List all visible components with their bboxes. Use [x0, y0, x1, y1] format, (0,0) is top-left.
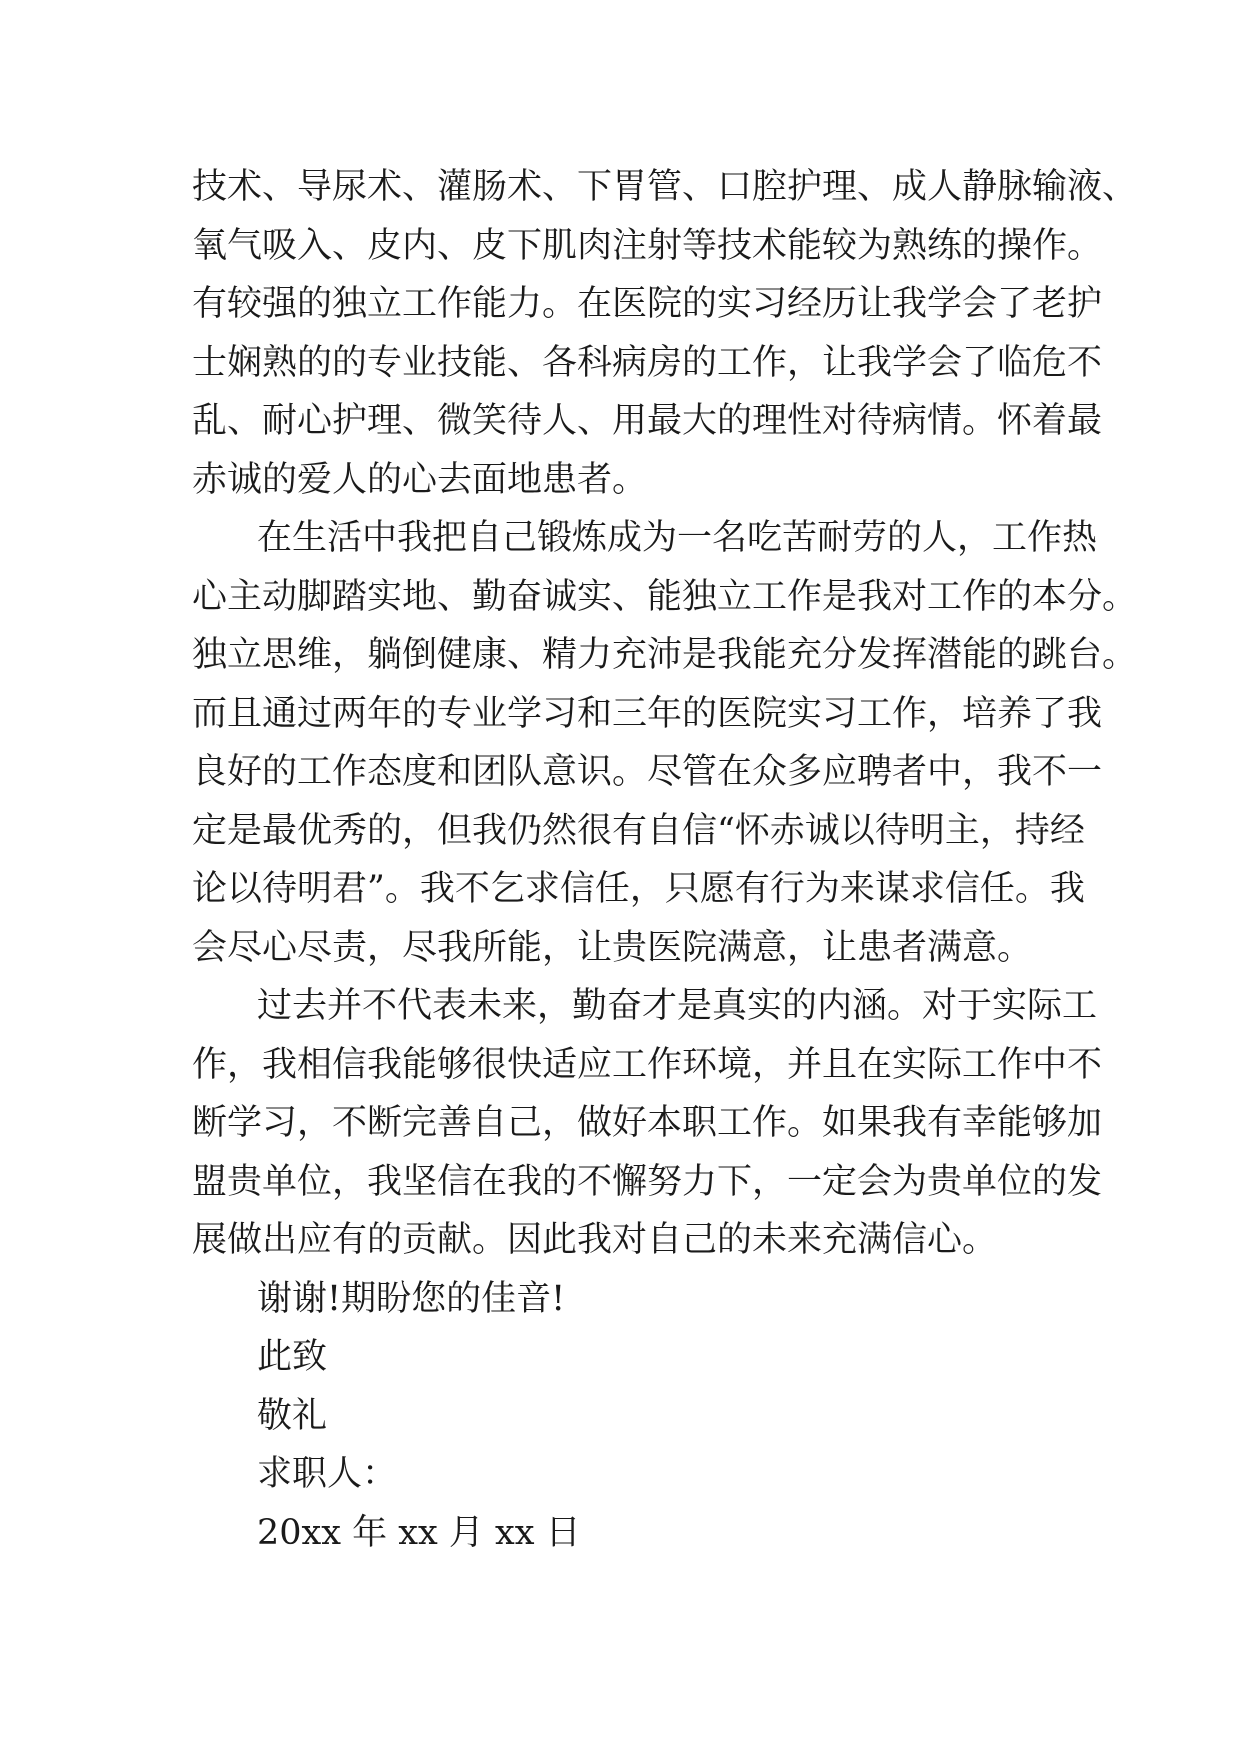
paragraph-1-line: 乱、耐心护理、微笑待人、用最大的理性对待病情。怀着最 — [192, 401, 1103, 441]
paragraph-2-line: 定是最优秀的，但我仍然很有自信“怀赤诚以待明主，持经 — [192, 810, 1085, 851]
paragraph-3-line: 作，我相信我能够很快适应工作环境，并且在实际工作中不 — [192, 1044, 1103, 1085]
paragraph-2-line: 论以待明君”。我不乞求信任，只愿有行为来谋求信任。我 — [192, 869, 1085, 909]
paragraph-1-line: 赤诚的爱人的心去面地患者。 — [192, 459, 648, 500]
paragraph-1-line: 有较强的独立工作能力。在医院的实习经历让我学会了老护 — [192, 284, 1103, 324]
paragraph-2-line: 而且通过两年的专业学习和三年的医院实习工作，培养了我 — [192, 693, 1103, 734]
paragraph-1-line: 技术、导尿术、灌肠术、下胃管、口腔护理、成人静脉输液、 — [192, 167, 1138, 207]
applicant-label: 求职人： — [257, 1454, 398, 1494]
paragraph-2-line: 在生活中我把自己锻炼成为一名吃苦耐劳的人，工作热 — [257, 518, 1098, 558]
paragraph-3-line: 断学习，不断完善自己，做好本职工作。如果我有幸能够加 — [192, 1103, 1103, 1143]
paragraph-3-line: 过去并不代表未来，勤奋才是真实的内涵。对于实际工 — [257, 986, 1098, 1026]
paragraph-2-line: 心主动脚踏实地、勤奋诚实、能独立工作是我对工作的本分。 — [192, 576, 1138, 617]
paragraph-1-line: 士娴熟的的专业技能、各科病房的工作，让我学会了临危不 — [192, 342, 1103, 383]
letter-date: 20xx 年 xx 月 xx 日 — [257, 1512, 581, 1553]
paragraph-2-line: 良好的工作态度和团队意识。尽管在众多应聘者中，我不一 — [192, 752, 1103, 792]
paragraph-2-line: 会尽心尽责，尽我所能，让贵医院满意，让患者满意。 — [192, 927, 1033, 968]
paragraph-3-line: 盟贵单位，我坚信在我的不懈努力下，一定会为贵单位的发 — [192, 1161, 1103, 1202]
closing-regards: 敬礼 — [257, 1395, 328, 1436]
paragraph-1-line: 氧气吸入、皮内、皮下肌肉注射等技术能较为熟练的操作。 — [192, 225, 1103, 266]
thanks-line: 谢谢!期盼您的佳音! — [257, 1278, 566, 1319]
paragraph-3-line: 展做出应有的贡献。因此我对自己的未来充满信心。 — [192, 1220, 998, 1260]
paragraph-2-line: 独立思维，躺倒健康、精力充沛是我能充分发挥潜能的跳台。 — [192, 635, 1138, 675]
letter-body — [192, 158, 1138, 1562]
closing-salutation: 此致 — [257, 1337, 328, 1377]
